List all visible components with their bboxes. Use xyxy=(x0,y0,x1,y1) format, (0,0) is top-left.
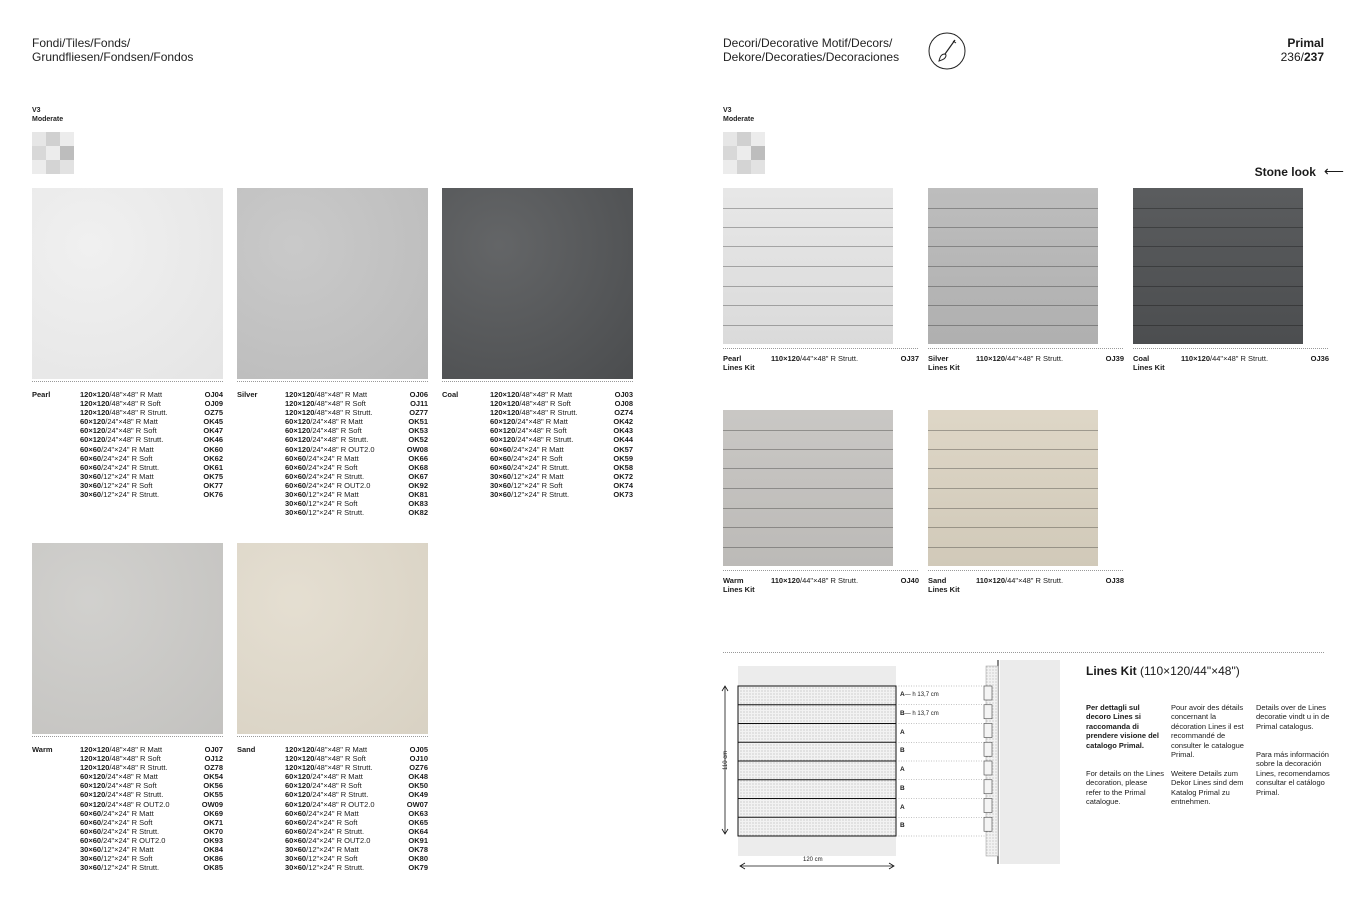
size-row: 60×60/24"×24" R Strutt. OK70 xyxy=(80,826,223,836)
size-row: 60×60/24"×24" R Matt OK60 xyxy=(80,444,223,454)
size-row: 120×120/48"×48" R Soft OJ10 xyxy=(285,754,428,764)
groove-line xyxy=(723,325,893,326)
size-row: 30×60/12"×24" R Soft OK74 xyxy=(490,480,633,490)
product-code: OK52 xyxy=(408,435,428,445)
decor-caption xyxy=(723,576,919,596)
groove-line xyxy=(723,286,893,287)
shade-mosaic-right xyxy=(723,132,765,174)
product-code: OK77 xyxy=(203,480,223,490)
product-code: OK78 xyxy=(408,845,428,855)
size-row: 30×60/12"×24" R Strutt. OK73 xyxy=(490,490,633,500)
size-row: 60×60/24"×24" R Matt OK63 xyxy=(285,808,428,818)
size-row: 60×120/24"×48" R OUT2.0 OW09 xyxy=(80,799,223,809)
groove-line xyxy=(1133,208,1303,209)
band-label: B— h 13,7 cm xyxy=(900,709,939,717)
groove-line xyxy=(723,527,893,528)
size-row: 30×60/12"×24" R Soft OK80 xyxy=(285,854,428,864)
tile-sizes-list xyxy=(490,390,633,499)
band-label: B xyxy=(900,822,905,830)
tile-name: Warm xyxy=(32,745,53,754)
product-code: OK59 xyxy=(613,453,633,463)
tile-sizes-list xyxy=(80,390,223,499)
product-code: OJ07 xyxy=(204,745,223,754)
groove-line xyxy=(928,527,1098,528)
product-code: OK58 xyxy=(613,462,633,472)
size-row: 30×60/12"×24" R Soft OK83 xyxy=(285,499,428,509)
product-code: OK57 xyxy=(613,444,633,454)
band-label: B xyxy=(900,784,905,792)
size-row: 120×120/48"×48" R Matt OJ05 xyxy=(285,745,428,754)
size-row: 60×60/24"×24" R Matt OK69 xyxy=(80,808,223,818)
decor-name: Coal Lines Kit xyxy=(1133,354,1165,372)
decor-name: Silver Lines Kit xyxy=(928,354,960,372)
groove-line xyxy=(723,508,893,509)
decor-name: Pearl Lines Kit xyxy=(723,354,755,372)
size-row: 120×120/48"×48" R Matt OJ07 xyxy=(80,745,223,754)
product-code: OK92 xyxy=(408,480,428,490)
product-code: OK70 xyxy=(203,826,223,836)
size-row: 30×60/12"×24" R Matt OK72 xyxy=(490,471,633,481)
lines-kit-es: Para más información sobre la decoración Lines, recomendamos consultar el catálogo Primal. xyxy=(1256,750,1330,797)
groove-line xyxy=(928,430,1098,431)
lines-kit-title: Lines Kit (110×120/44"×48") xyxy=(1086,664,1240,678)
size-row: 60×120/24"×48" R Strutt. OK46 xyxy=(80,435,223,445)
size-row: 30×60/12"×24" R Matt OK75 xyxy=(80,471,223,481)
product-code: OJ40 xyxy=(900,576,919,585)
decor-size: 110×120/44"×48" R Strutt. xyxy=(1181,354,1269,363)
product-code: OK48 xyxy=(408,772,428,782)
product-code: OK66 xyxy=(408,453,428,463)
product-code: OZ75 xyxy=(204,408,223,418)
product-code: OK76 xyxy=(203,490,223,500)
band-label: A— h 13,7 cm xyxy=(900,691,939,698)
tile-swatch-warm xyxy=(32,543,223,734)
product-code: OJ03 xyxy=(614,390,633,399)
product-code: OK47 xyxy=(203,426,223,436)
groove-line xyxy=(928,286,1098,287)
size-row: 120×120/48"×48" R Soft OJ09 xyxy=(80,399,223,409)
groove-line xyxy=(928,468,1098,469)
tile-sizes-list xyxy=(80,745,223,872)
groove-line xyxy=(928,449,1098,450)
product-code: OK69 xyxy=(203,808,223,818)
size-row: 120×120/48"×48" R Soft OJ11 xyxy=(285,399,428,409)
groove-line xyxy=(928,488,1098,489)
size-row: 30×60/12"×24" R Soft OK77 xyxy=(80,480,223,490)
size-row: 120×120/48"×48" R Matt OJ03 xyxy=(490,390,633,399)
tile-sizes-list xyxy=(285,745,428,872)
tile-sizes-list xyxy=(285,390,428,517)
band-label: A xyxy=(900,803,905,811)
product-code: OK91 xyxy=(408,835,428,845)
lines-kit-nl: Details over de Lines decoratie vindt u in de Primal catalogus. xyxy=(1256,703,1330,731)
size-row: 60×60/24"×24" R Strutt. OK58 xyxy=(490,462,633,472)
product-code: OK51 xyxy=(408,417,428,427)
tile-name: Pearl xyxy=(32,390,51,399)
lines-kit-en: For details on the Lines decoration, please refer to the Primal catalogue. xyxy=(1086,769,1164,807)
size-row: 60×60/24"×24" R OUT2.0 OK92 xyxy=(285,480,428,490)
product-code: OJ38 xyxy=(1105,576,1124,585)
size-row: 60×120/24"×48" R Matt OK45 xyxy=(80,417,223,427)
shade-indicator-right: V3 Moderate xyxy=(723,107,755,123)
groove-line xyxy=(1133,325,1303,326)
size-row: 30×60/12"×24" R Strutt. OK85 xyxy=(80,863,223,873)
product-code: OK61 xyxy=(203,462,223,472)
size-row: 30×60/12"×24" R Matt OK81 xyxy=(285,490,428,500)
product-code: OK65 xyxy=(408,817,428,827)
product-code: OK80 xyxy=(408,854,428,864)
groove-line xyxy=(1133,286,1303,287)
page-number: 236/237 xyxy=(1280,50,1324,64)
lines-kit-diagram xyxy=(716,660,1062,870)
size-row: 60×60/24"×24" R Soft OK71 xyxy=(80,817,223,827)
product-code: OK75 xyxy=(203,471,223,481)
product-code: OK53 xyxy=(408,426,428,436)
size-row: 120×120/48"×48" R Soft OJ12 xyxy=(80,754,223,764)
size-row: 60×60/24"×24" R Matt OK57 xyxy=(490,444,633,454)
product-code: OK85 xyxy=(203,863,223,873)
size-row: 60×60/24"×24" R Soft OK62 xyxy=(80,453,223,463)
product-code: OK54 xyxy=(203,772,223,782)
size-row: 60×60/24"×24" R OUT2.0 OK93 xyxy=(80,835,223,845)
product-code: OJ05 xyxy=(409,745,428,754)
decor-size: 110×120/44"×48" R Strutt. xyxy=(771,576,859,585)
band-label: A xyxy=(900,766,905,773)
groove-line xyxy=(928,508,1098,509)
product-code: OK86 xyxy=(203,854,223,864)
tile-swatch-pearl xyxy=(32,188,223,379)
size-row: 60×120/24"×48" R Strutt. OK55 xyxy=(80,790,223,800)
product-code: OJ06 xyxy=(409,390,428,399)
size-row: 120×120/48"×48" R Strutt. OZ76 xyxy=(285,763,428,773)
decor-swatch xyxy=(928,188,1098,344)
product-code: OK71 xyxy=(203,817,223,827)
tile-swatch-sand xyxy=(237,543,428,734)
product-code: OK56 xyxy=(203,781,223,791)
size-row: 60×120/24"×48" R Soft OK47 xyxy=(80,426,223,436)
decor-size: 110×120/44"×48" R Strutt. xyxy=(976,354,1064,363)
product-code: OK43 xyxy=(613,426,633,436)
product-code: OK49 xyxy=(408,790,428,800)
product-code: OZ74 xyxy=(614,408,633,418)
product-code: OK82 xyxy=(408,508,428,518)
product-code: OZ77 xyxy=(409,408,428,418)
size-row: 120×120/48"×48" R Strutt. OZ77 xyxy=(285,408,428,418)
right-page-title: Decori/Decorative Motif/Decors/ Dekore/Decoraties/Decoraciones xyxy=(723,36,900,64)
size-row: 60×120/24"×48" R Matt OK42 xyxy=(490,417,633,427)
groove-line xyxy=(1133,305,1303,306)
size-row: 120×120/48"×48" R Strutt. OZ74 xyxy=(490,408,633,418)
groove-line xyxy=(723,468,893,469)
groove-line xyxy=(928,208,1098,209)
decor-swatch xyxy=(723,188,893,344)
product-code: OJ09 xyxy=(204,399,223,409)
product-code: OK84 xyxy=(203,845,223,855)
product-code: OK67 xyxy=(408,471,428,481)
size-row: 120×120/48"×48" R Soft OJ08 xyxy=(490,399,633,409)
product-code: OK46 xyxy=(203,435,223,445)
product-code: OK45 xyxy=(203,417,223,427)
size-row: 60×120/24"×48" R Soft OK53 xyxy=(285,426,428,436)
size-row: 60×60/24"×24" R Strutt. OK67 xyxy=(285,471,428,481)
product-code: OW08 xyxy=(406,444,428,454)
size-row: 60×60/24"×24" R Matt OK66 xyxy=(285,453,428,463)
size-row: 60×120/24"×48" R Soft OK56 xyxy=(80,781,223,791)
groove-line xyxy=(723,227,893,228)
decor-name: Sand Lines Kit xyxy=(928,576,960,594)
size-row: 30×60/12"×24" R Soft OK86 xyxy=(80,854,223,864)
product-code: OK42 xyxy=(613,417,633,427)
product-code: OK72 xyxy=(613,471,633,481)
groove-line xyxy=(723,246,893,247)
band-label: A xyxy=(900,728,905,736)
groove-line xyxy=(723,430,893,431)
groove-line xyxy=(723,488,893,489)
shade-mosaic-left xyxy=(32,132,74,174)
product-code: OW09 xyxy=(201,799,223,809)
decor-swatch xyxy=(1133,188,1303,344)
size-row: 30×60/12"×24" R Strutt. OK79 xyxy=(285,863,428,873)
decor-size: 110×120/44"×48" R Strutt. xyxy=(771,354,859,363)
groove-line xyxy=(928,547,1098,548)
product-code: OZ78 xyxy=(204,763,223,773)
groove-line xyxy=(723,547,893,548)
paintbrush-icon xyxy=(928,32,966,70)
groove-line xyxy=(928,325,1098,326)
product-code: OW07 xyxy=(406,799,428,809)
size-row: 60×120/24"×48" R Matt OK51 xyxy=(285,417,428,427)
height-label: 110 cm xyxy=(723,750,729,770)
product-code: OJ04 xyxy=(204,390,223,399)
tile-name: Silver xyxy=(237,390,258,399)
groove-line xyxy=(928,266,1098,267)
tile-swatch-silver xyxy=(237,188,428,379)
groove-line xyxy=(723,266,893,267)
band-label: B xyxy=(900,747,905,755)
decor-swatch xyxy=(723,410,893,566)
decor-name: Warm Lines Kit xyxy=(723,576,755,594)
decor-caption xyxy=(1133,354,1329,374)
size-row: 60×60/24"×24" R OUT2.0 OK91 xyxy=(285,835,428,845)
product-code: OK74 xyxy=(613,480,633,490)
product-code: OJ08 xyxy=(614,399,633,409)
size-row: 60×120/24"×48" R Strutt. OK49 xyxy=(285,790,428,800)
groove-line xyxy=(928,305,1098,306)
size-row: 60×120/24"×48" R Matt OK54 xyxy=(80,772,223,782)
decor-size: 110×120/44"×48" R Strutt. xyxy=(976,576,1064,585)
product-code: OK50 xyxy=(408,781,428,791)
size-row: 60×60/24"×24" R Soft OK59 xyxy=(490,453,633,463)
decor-caption xyxy=(928,576,1124,596)
width-label: 120 cm xyxy=(803,857,823,863)
tile-name: Coal xyxy=(442,390,459,399)
left-page-title: Fondi/Tiles/Fonds/ Grundfliesen/Fondsen/Fondos xyxy=(32,36,194,64)
size-row: 60×60/24"×24" R Strutt. OK64 xyxy=(285,826,428,836)
product-code: OK64 xyxy=(408,826,428,836)
product-code: OK60 xyxy=(203,444,223,454)
product-code: OK44 xyxy=(613,435,633,445)
product-code: OJ11 xyxy=(410,399,428,409)
size-row: 60×120/24"×48" R Matt OK48 xyxy=(285,772,428,782)
size-row: 60×120/24"×48" R OUT2.0 OW08 xyxy=(285,444,428,454)
product-code: OJ12 xyxy=(204,754,223,764)
groove-line xyxy=(1133,227,1303,228)
size-row: 60×120/24"×48" R OUT2.0 OW07 xyxy=(285,799,428,809)
product-code: OK79 xyxy=(408,863,428,873)
size-row: 30×60/12"×24" R Matt OK78 xyxy=(285,845,428,855)
lines-kit-fr: Pour avoir des détails concernant la décoration Lines il est recommandé de consulter le catalogue Primal. xyxy=(1171,703,1244,760)
size-row: 60×120/24"×48" R Soft OK50 xyxy=(285,781,428,791)
stone-look-label: Stone look ⟵ xyxy=(1254,163,1344,179)
product-code: OJ39 xyxy=(1105,354,1124,363)
groove-line xyxy=(1133,246,1303,247)
product-code: OK68 xyxy=(408,462,428,472)
size-row: 60×120/24"×48" R Strutt. OK52 xyxy=(285,435,428,445)
size-row: 30×60/12"×24" R Matt OK84 xyxy=(80,845,223,855)
decor-swatch xyxy=(928,410,1098,566)
groove-line xyxy=(723,305,893,306)
size-row: 60×120/24"×48" R Strutt. OK44 xyxy=(490,435,633,445)
size-row: 120×120/48"×48" R Strutt. OZ75 xyxy=(80,408,223,418)
groove-line xyxy=(928,227,1098,228)
size-row: 60×60/24"×24" R Soft OK65 xyxy=(285,817,428,827)
groove-line xyxy=(723,208,893,209)
size-row: 120×120/48"×48" R Matt OJ06 xyxy=(285,390,428,399)
product-code: OK81 xyxy=(408,490,428,500)
product-code: OK55 xyxy=(203,790,223,800)
shade-indicator-left: V3 Moderate xyxy=(32,107,64,123)
product-code: OK63 xyxy=(408,808,428,818)
product-code: OK73 xyxy=(613,490,633,500)
product-code: OK83 xyxy=(408,499,428,509)
lines-kit-de: Weitere Details zum Dekor Lines sind dem Katalog Primal zu entnehmen. xyxy=(1171,769,1244,807)
product-code: OK93 xyxy=(203,835,223,845)
product-code: OJ37 xyxy=(900,354,919,363)
product-code: OZ76 xyxy=(409,763,428,773)
decor-caption xyxy=(928,354,1124,374)
size-row: 30×60/12"×24" R Strutt. OK76 xyxy=(80,490,223,500)
groove-line xyxy=(1133,266,1303,267)
size-row: 60×60/24"×24" R Soft OK68 xyxy=(285,462,428,472)
groove-line xyxy=(723,449,893,450)
size-row: 120×120/48"×48" R Strutt. OZ78 xyxy=(80,763,223,773)
size-row: 60×120/24"×48" R Soft OK43 xyxy=(490,426,633,436)
size-row: 120×120/48"×48" R Matt OJ04 xyxy=(80,390,223,399)
product-code: OK62 xyxy=(203,453,223,463)
size-row: 60×60/24"×24" R Strutt. OK61 xyxy=(80,462,223,472)
size-row: 30×60/12"×24" R Strutt. OK82 xyxy=(285,508,428,518)
brand-name: Primal xyxy=(1287,36,1324,50)
product-code: OJ36 xyxy=(1310,354,1329,363)
groove-line xyxy=(928,246,1098,247)
tile-name: Sand xyxy=(237,745,256,754)
tile-swatch-coal xyxy=(442,188,633,379)
product-code: OJ10 xyxy=(409,754,428,764)
lines-kit-it: Per dettagli sul decoro Lines si raccomanda di prendere visione del catalogo Primal. xyxy=(1086,703,1159,750)
decor-caption xyxy=(723,354,919,374)
arrow-left-icon: ⟵ xyxy=(1323,163,1344,179)
